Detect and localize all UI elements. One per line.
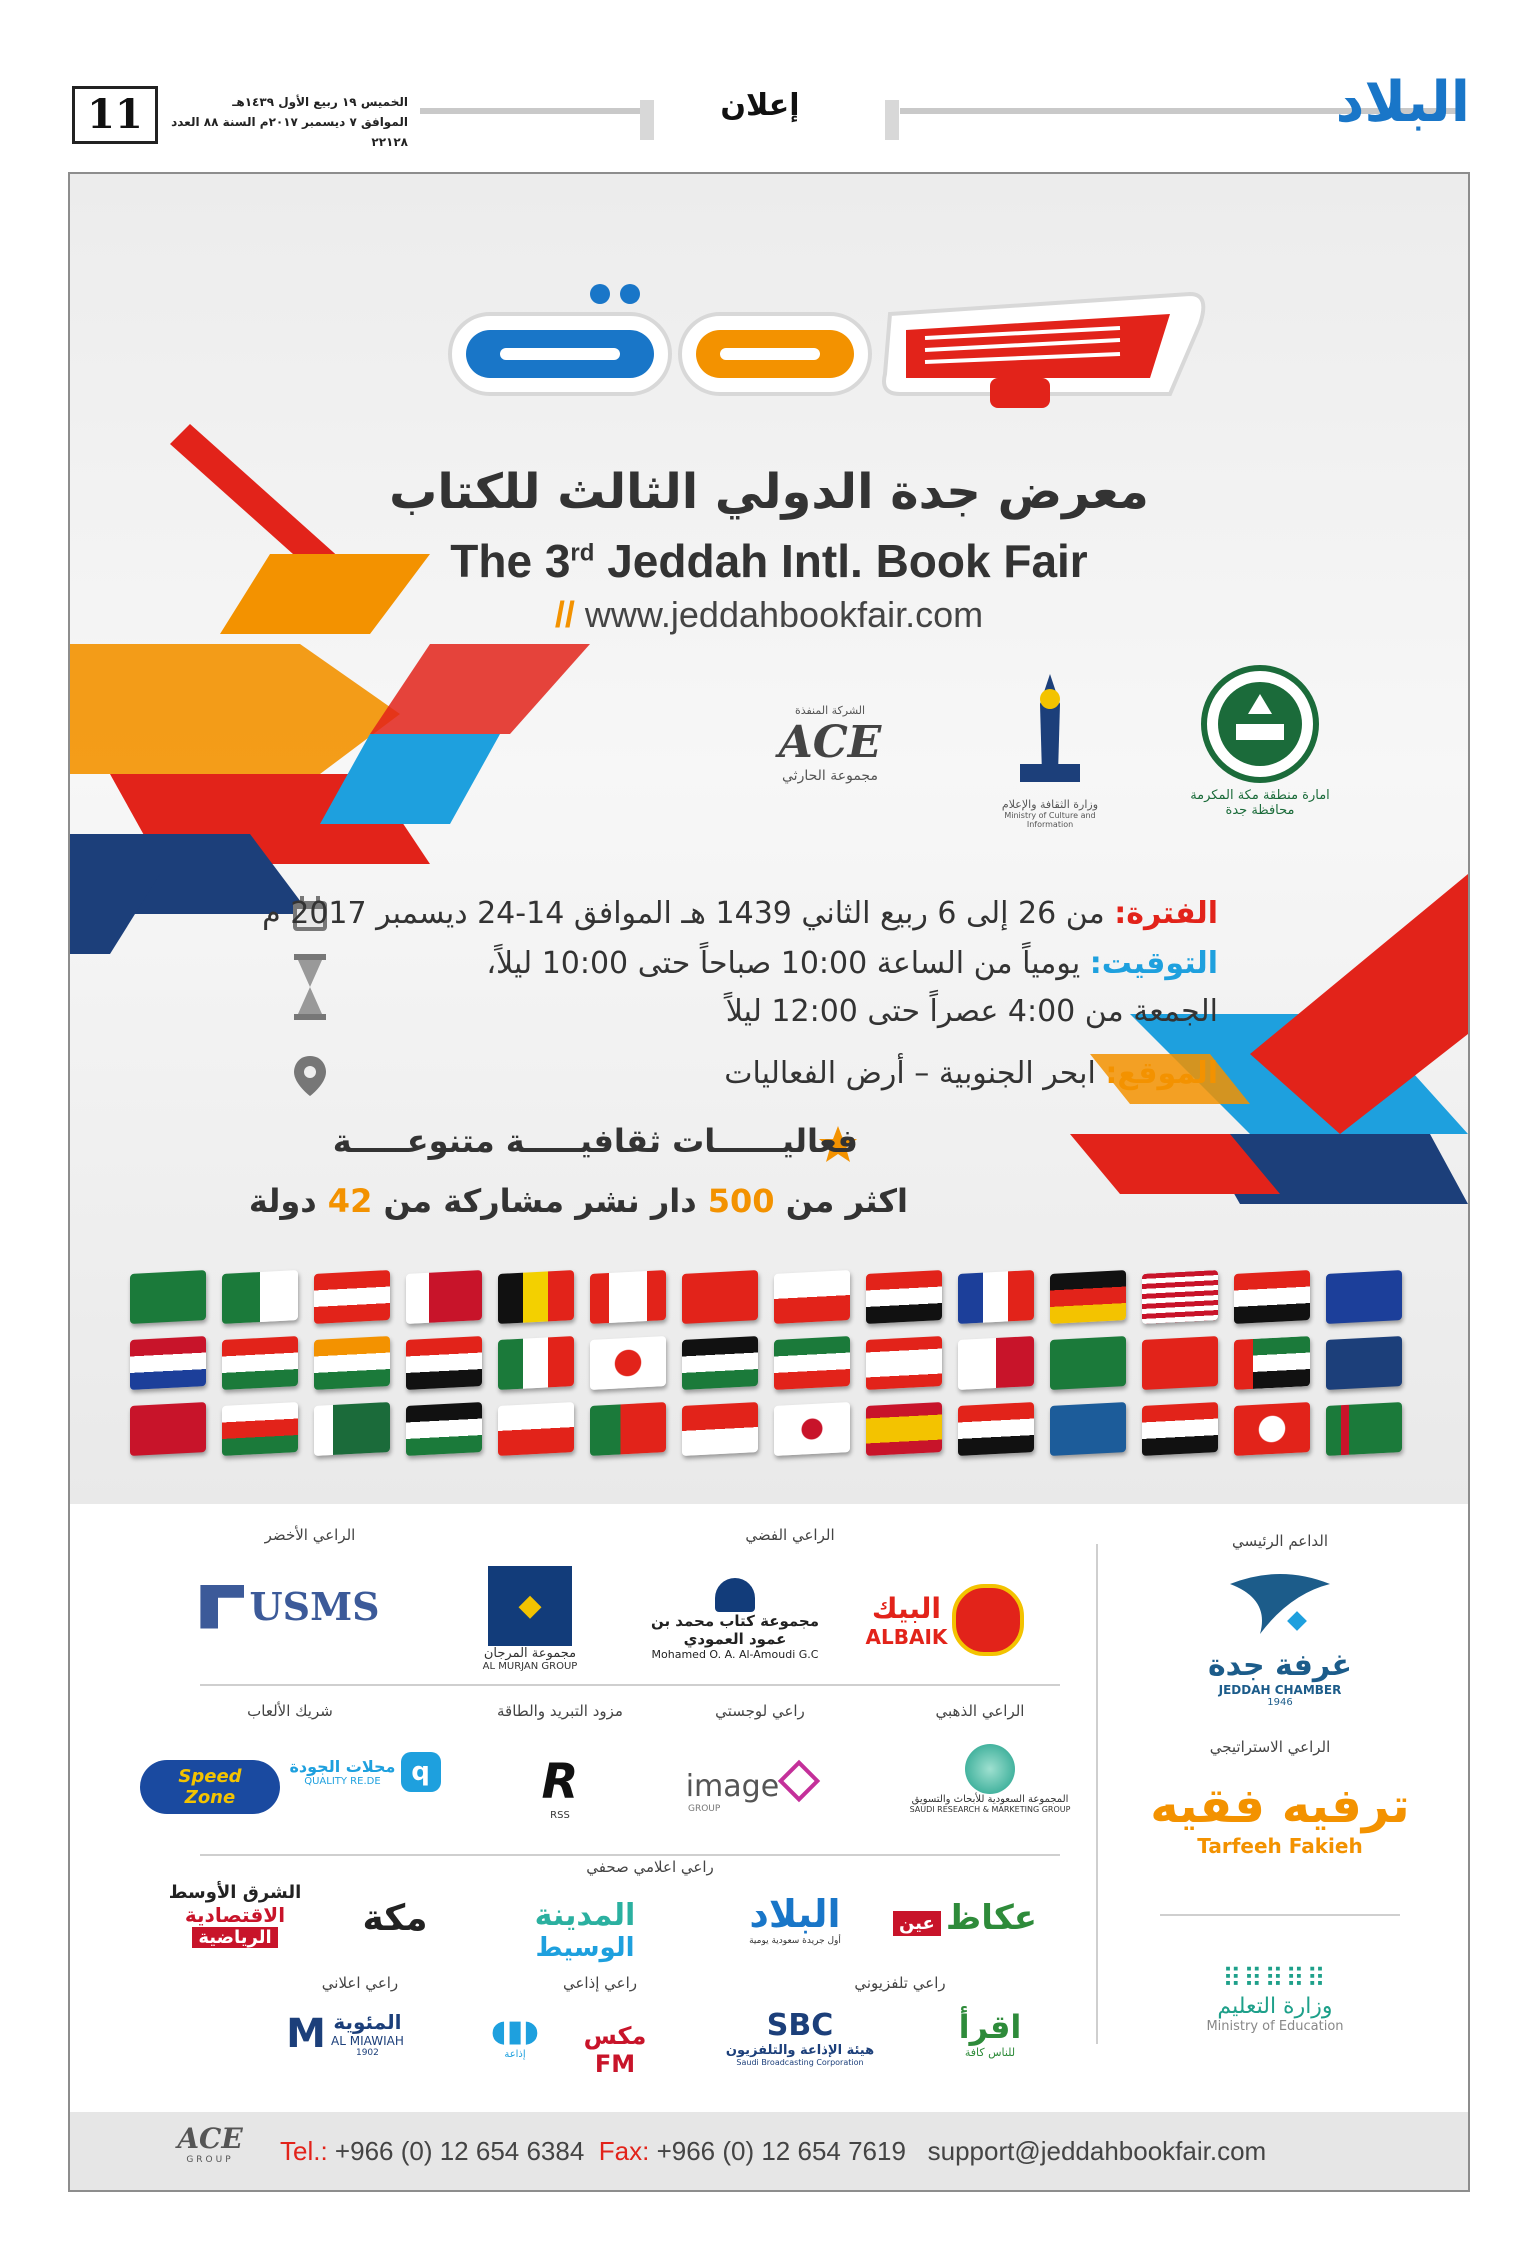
emirate-logo bbox=[1180, 654, 1340, 818]
mix-fm-name: مكس FM bbox=[583, 2022, 647, 2078]
flag-italy-icon bbox=[498, 1336, 574, 1390]
chamber-swoosh-icon bbox=[1220, 1564, 1340, 1644]
ace-footer-sub: GROUP bbox=[186, 2155, 234, 2165]
quality-name-en: QUALITY RE.DE bbox=[304, 1776, 381, 1787]
srmg-name-ar: المجموعة السعودية للأبحاث والتسويق bbox=[911, 1794, 1069, 1805]
support-email[interactable]: support@jeddahbookfair.com bbox=[927, 2136, 1267, 2166]
flag-kuwait-icon bbox=[774, 1336, 850, 1390]
tarfeeh-name-en: Tarfeeh Fakieh bbox=[1197, 1834, 1363, 1858]
ministry-name-en: Ministry of Culture and Information bbox=[1004, 811, 1096, 829]
flag-oman-icon bbox=[222, 1402, 298, 1456]
title-english-prefix: The 3 bbox=[450, 535, 571, 587]
moe-name-en: Ministry of Education bbox=[1206, 2019, 1344, 2034]
flag-algeria-icon bbox=[222, 1270, 298, 1324]
image-sub: GROUP bbox=[688, 1804, 721, 1814]
albaik-name-ar: البيك bbox=[871, 1591, 941, 1625]
miawiah-year: 1902 bbox=[355, 2048, 379, 2058]
hourglass-icon bbox=[290, 952, 330, 1022]
usms-logo bbox=[190, 1584, 390, 1629]
albaik-name-en: ALBAIK bbox=[865, 1624, 948, 1649]
website-url[interactable] bbox=[70, 594, 1468, 636]
al-murjan-logo bbox=[460, 1566, 600, 1672]
murjan-emblem-icon: ◆ bbox=[488, 1566, 572, 1646]
ace-organizer-logo bbox=[730, 704, 930, 784]
flag-austria-icon bbox=[314, 1270, 390, 1324]
makkah-newspaper-logo bbox=[340, 1898, 450, 1939]
time-friday: الجمعة من 4:00 عصراً حتى 12:00 ليلاً bbox=[725, 994, 1218, 1029]
sbc-name-ar: هيئة الإذاعة والتلفزيون bbox=[725, 2043, 875, 2058]
ain-name: عين bbox=[893, 1911, 941, 1936]
srmg-name-en: SAUDI RESEARCH & MARKETING GROUP bbox=[909, 1805, 1071, 1814]
emirate-name: امارة منطقة مكة المكرمة bbox=[1190, 788, 1330, 803]
riyadiah-name: الرياضية bbox=[192, 1927, 277, 1948]
albaik-logo bbox=[860, 1584, 1030, 1656]
flag-portugal-icon bbox=[590, 1402, 666, 1456]
period-value: من 26 إلى 6 ربيع الثاني 1439 هـ الموافق 14-24 ديسمبر 2017 م bbox=[262, 896, 1105, 931]
flag-japan-icon bbox=[590, 1336, 666, 1390]
tarfeeh-fakieh-logo bbox=[1150, 1778, 1410, 1858]
miawiah-name-en: AL MIAWIAH bbox=[331, 2034, 404, 2048]
main-supporter-label: الداعم الرئيسي bbox=[1231, 1532, 1329, 1550]
publishers-pre: اكثر من bbox=[785, 1182, 908, 1220]
quality-q-icon: q bbox=[401, 1752, 441, 1792]
albilad-sub: أول جريدة سعودية يومية bbox=[749, 1936, 841, 1946]
chamber-year: 1946 bbox=[1267, 1697, 1293, 1708]
radio-station-logo bbox=[470, 2014, 560, 2060]
contact-line bbox=[280, 2136, 1266, 2167]
rss-r-icon: R bbox=[541, 1754, 579, 1810]
flag-germany-icon bbox=[1050, 1270, 1126, 1324]
iqtisadiah-name: الاقتصادية bbox=[184, 1903, 286, 1927]
iqra-name: اقرأ bbox=[958, 2008, 1022, 2046]
website-text: www.jeddahbookfair.com bbox=[584, 594, 984, 635]
activities-line: فعاليــــــات ثقافيـــــة متنوعـــــة bbox=[332, 1122, 858, 1160]
ministry-name: وزارة الثقافة والإعلام bbox=[1001, 798, 1099, 811]
albaik-chicken-icon bbox=[952, 1584, 1024, 1656]
srmg-press-logos bbox=[160, 1882, 310, 1948]
flag-saudi-arabia-icon bbox=[130, 1270, 206, 1324]
time-label: التوقيت: bbox=[1089, 946, 1218, 981]
time-value: يومياً من الساعة 10:00 صباحاً حتى 10:00 ليلاً، bbox=[486, 946, 1081, 981]
flag-spain-icon bbox=[866, 1402, 942, 1456]
iqra-tv-logo bbox=[950, 2008, 1030, 2059]
flag-iraq-icon bbox=[406, 1336, 482, 1390]
chamber-name-ar: غرفة جدة bbox=[1207, 1648, 1353, 1683]
amoudi-building-icon bbox=[715, 1578, 755, 1612]
emirate-emblem-icon bbox=[1180, 654, 1340, 784]
radio-sponsor-label: راعي إذاعي bbox=[562, 1974, 638, 1992]
flag-egypt-icon bbox=[866, 1270, 942, 1324]
header-separator bbox=[885, 100, 899, 140]
flag-malta-icon bbox=[958, 1336, 1034, 1390]
albilad-name: البلاد bbox=[749, 1892, 841, 1936]
radio-waves-icon: ◖▮◗ bbox=[490, 2014, 540, 2049]
flag-palestine-icon bbox=[406, 1402, 482, 1456]
usms-mark-icon bbox=[200, 1585, 244, 1629]
publishers-line bbox=[249, 1182, 908, 1220]
speed-zone-text: Speed Zone bbox=[140, 1760, 280, 1814]
flag-jordan-icon bbox=[682, 1336, 758, 1390]
okaz-name: عكاظ bbox=[945, 1898, 1037, 1938]
games-partner-label: شريك الألعاب bbox=[247, 1702, 333, 1720]
flag-mauritania-icon bbox=[1050, 1336, 1126, 1390]
flag-india-icon bbox=[314, 1336, 390, 1390]
time-row bbox=[486, 946, 1218, 981]
ace-footer-logo bbox=[170, 2122, 250, 2165]
issue-date-line1: الخميس ١٩ ربيع الأول ١٤٣٩هـ bbox=[232, 95, 408, 109]
section-title: إعلان bbox=[720, 88, 800, 123]
sponsor-divider bbox=[200, 1854, 1060, 1856]
flag-south-korea-icon bbox=[774, 1402, 850, 1456]
madina-name: المدينة bbox=[534, 1898, 636, 1933]
location-row bbox=[724, 1056, 1218, 1091]
image-text: image bbox=[685, 1769, 780, 1804]
flag-syria-icon bbox=[1142, 1402, 1218, 1456]
ace-group-name: مجموعة الحارثي bbox=[782, 768, 878, 784]
tel-number[interactable]: +966 (0) 12 654 6384 bbox=[334, 2136, 585, 2166]
fax-label: Fax: bbox=[598, 2136, 650, 2166]
flag-sudan-icon bbox=[958, 1402, 1034, 1456]
title-english-suffix: Jeddah Intl. Book Fair bbox=[594, 535, 1088, 587]
image-diamond-icon bbox=[778, 1760, 820, 1802]
press-sponsor-label: راعي اعلامي صحفي bbox=[586, 1858, 714, 1876]
okaz-ain-logos bbox=[880, 1898, 1050, 1938]
title-english-ordinal: rd bbox=[570, 539, 595, 567]
moe-name-ar: وزارة التعليم bbox=[1217, 1994, 1333, 2019]
ministry-tower-icon bbox=[980, 664, 1120, 794]
newspaper-masthead: البلاد bbox=[1335, 70, 1470, 135]
murjan-name-ar: مجموعة المرجان bbox=[483, 1646, 577, 1661]
speed-zone-logo bbox=[140, 1760, 280, 1814]
flag-tunisia-icon bbox=[1234, 1402, 1310, 1456]
flag-netherlands-icon bbox=[130, 1336, 206, 1390]
flag-morocco-icon bbox=[130, 1402, 206, 1456]
makkah-name: مكة bbox=[362, 1898, 428, 1939]
flag-czech-republic-icon bbox=[774, 1270, 850, 1324]
tel-label: Tel.: bbox=[280, 2136, 328, 2166]
sponsor-divider bbox=[200, 1684, 1060, 1686]
amoudi-name-ar: مجموعة كتاب محمد بن عمود العمودي bbox=[650, 1612, 820, 1648]
location-value: ابحر الجنوبية – أرض الفعاليات bbox=[724, 1056, 1096, 1091]
srmg-globe-icon bbox=[965, 1744, 1015, 1794]
green-sponsor-label: الراعي الأخضر bbox=[264, 1526, 356, 1544]
strategic-sponsor-label: الراعي الاستراتيجي bbox=[1209, 1738, 1331, 1756]
flag-belgium-icon bbox=[498, 1270, 574, 1324]
fax-number: +966 (0) 12 654 7619 bbox=[656, 2136, 906, 2166]
logistics-sponsor-label: راعي لوجستي bbox=[715, 1702, 805, 1720]
education-dots-icon: ⠿⠿⠿⠿⠿ bbox=[1222, 1964, 1328, 1994]
flag-bahrain-icon bbox=[406, 1270, 482, 1324]
book-fair-poster bbox=[70, 174, 1468, 1504]
sponsor-divider-right bbox=[1160, 1914, 1400, 1916]
mix-fm-logo bbox=[560, 2022, 670, 2078]
sponsor-vertical-divider bbox=[1096, 1544, 1098, 2044]
flag-lebanon-icon bbox=[866, 1336, 942, 1390]
tv-sponsor-label: راعي تلفزيوني bbox=[854, 1974, 946, 1992]
period-row bbox=[262, 896, 1218, 931]
albilad-logo bbox=[720, 1892, 870, 1946]
advertisement bbox=[68, 172, 1470, 2192]
miawiah-m-icon: M bbox=[286, 2011, 326, 2057]
usms-text: USMS bbox=[249, 1584, 380, 1629]
page-number: 11 bbox=[72, 86, 158, 144]
issue-date-line2: الموافق ٧ ديسمبر ٢٠١٧م السنة ٨٨ العدد ٢٢١٢٨ bbox=[171, 115, 408, 149]
rss-text: RSS bbox=[550, 1810, 570, 1821]
quality-stores-logo bbox=[285, 1752, 445, 1792]
flag-sweden-icon bbox=[1050, 1402, 1126, 1456]
quality-name-ar: محلات الجودة bbox=[289, 1757, 396, 1776]
sbc-name: SBC bbox=[766, 2008, 834, 2043]
header-separator bbox=[640, 100, 654, 140]
ace-caption: الشركة المنفذة bbox=[794, 704, 866, 717]
emirate-subname: محافظة جدة bbox=[1225, 803, 1295, 818]
al-miawiah-logo bbox=[260, 2010, 430, 2058]
flag-china-icon bbox=[682, 1270, 758, 1324]
title-english bbox=[70, 534, 1468, 588]
countries-count: 42 bbox=[327, 1182, 373, 1220]
flag-poland-icon bbox=[498, 1402, 574, 1456]
iqra-sub: للناس كافة bbox=[964, 2046, 1016, 2059]
location-pin-icon bbox=[290, 1054, 330, 1094]
sharq-awsat-name: الشرق الأوسط bbox=[168, 1882, 302, 1903]
ministry-culture-logo bbox=[980, 664, 1120, 829]
period-label: الفترة: bbox=[1114, 896, 1218, 931]
title-arabic: معرض جدة الدولي الثالث للكتاب bbox=[389, 464, 1149, 520]
flag-singapore-icon bbox=[682, 1402, 758, 1456]
tarfeeh-name-ar: ترفيه فقيه bbox=[1150, 1778, 1410, 1834]
flag-european-union-icon bbox=[1326, 1270, 1402, 1324]
flag-turkey-icon bbox=[1142, 1336, 1218, 1390]
flag-pakistan-icon bbox=[314, 1402, 390, 1456]
publishers-mid: دار نشر مشاركة من bbox=[383, 1182, 697, 1220]
ace-logo-text: ACE bbox=[778, 717, 882, 768]
madina-waseet-logos bbox=[490, 1898, 680, 1963]
location-label: الموقع: bbox=[1105, 1056, 1218, 1091]
flag-yemen-icon bbox=[1234, 1270, 1310, 1324]
jeddah-chamber-logo bbox=[1150, 1564, 1410, 1708]
miawiah-name-ar: المئوية bbox=[333, 2010, 402, 2034]
publishers-post: دولة bbox=[248, 1182, 317, 1220]
murjan-name-en: AL MURJAN GROUP bbox=[482, 1661, 578, 1672]
flag-uae-icon bbox=[1234, 1336, 1310, 1390]
flag-france-icon bbox=[958, 1270, 1034, 1324]
image-group-logo bbox=[670, 1766, 830, 1814]
flag-turkmenistan-icon bbox=[1326, 1402, 1402, 1456]
ace-footer-text: ACE bbox=[177, 2122, 243, 2155]
flag-uk-icon bbox=[1326, 1336, 1402, 1390]
silver-sponsor-label: الراعي الفضي bbox=[745, 1526, 835, 1544]
sbc-name-en: Saudi Broadcasting Corporation bbox=[736, 2058, 864, 2067]
srmg-logo bbox=[890, 1744, 1090, 1814]
cooling-provider-label: مزود التبريد والطاقة bbox=[497, 1702, 623, 1720]
header-rule-left bbox=[420, 108, 640, 114]
issue-date bbox=[168, 92, 408, 152]
rss-logo bbox=[510, 1754, 610, 1821]
flag-usa-icon bbox=[1142, 1270, 1218, 1324]
flag-canada-icon bbox=[590, 1270, 666, 1324]
amoudi-name-en: Mohamed O. A. Al-Amoudi G.C bbox=[651, 1648, 819, 1661]
gold-sponsor-label: الراعي الذهبي bbox=[935, 1702, 1025, 1720]
radio1-name: إذاعة bbox=[504, 2049, 526, 2060]
chamber-name-en: JEDDAH CHAMBER bbox=[1218, 1683, 1342, 1697]
flag-hungary-icon bbox=[222, 1336, 298, 1390]
al-amoudi-logo bbox=[630, 1578, 840, 1661]
sbc-logo bbox=[700, 2008, 900, 2067]
ministry-education-logo bbox=[1140, 1964, 1410, 2034]
jeddah-book-fair-logo bbox=[430, 274, 1210, 414]
ads-sponsor-label: راعي اعلاني bbox=[321, 1974, 399, 1992]
website-slashes: // bbox=[554, 594, 575, 635]
waseet-name: الوسيط bbox=[535, 1933, 635, 1963]
publishers-count: 500 bbox=[707, 1182, 775, 1220]
